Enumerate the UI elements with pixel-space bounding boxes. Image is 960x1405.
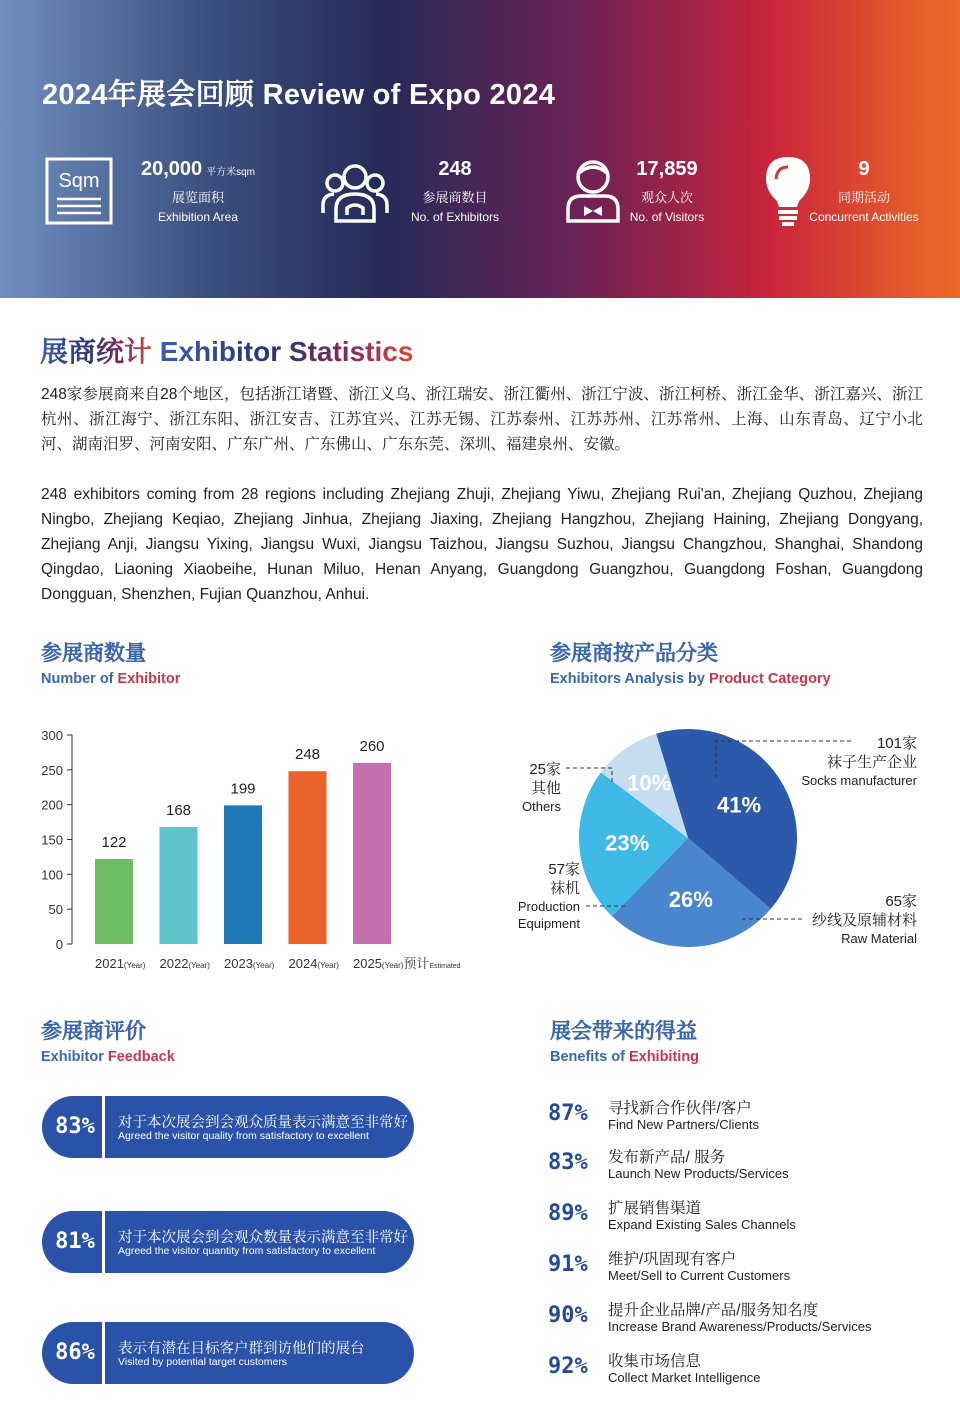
pill-divider <box>102 1211 105 1273</box>
pie-callout-count: 25家 <box>529 761 561 778</box>
stat-label-en: Exhibition Area <box>157 210 239 224</box>
bar-value-label: 199 <box>230 780 256 798</box>
header-banner <box>0 0 960 298</box>
bar <box>160 827 198 944</box>
bar <box>353 763 391 944</box>
x-tick-label: 2023(Year) <box>224 956 275 971</box>
exhibitors-group-icon <box>320 161 390 225</box>
pie-slice-label: 41% <box>717 792 762 818</box>
stat-text <box>627 158 707 224</box>
section-title-cn: 展商统计 <box>40 336 153 367</box>
sqm-icon <box>45 157 113 225</box>
feedback-title-en-a: Exhibitor <box>41 1049 108 1065</box>
y-tick-label: 100 <box>41 867 63 883</box>
feedback-title-en-b: Feedback <box>107 1049 175 1065</box>
feedback-percent: 83% <box>55 1114 95 1139</box>
x-tick-label: 2025(Year)预计Estimated <box>353 956 461 971</box>
pie-callout-en: Socks manufacturer <box>801 773 917 788</box>
bar-chart-title-cn: 参展商数量 <box>41 637 180 667</box>
bar-chart-heading <box>41 637 180 687</box>
pie-callout-en: Production Equipment <box>517 899 580 931</box>
stat-label-cn: 参展商数目 <box>422 190 488 205</box>
benefits-heading <box>550 1015 699 1065</box>
pie-callout-count: 101家 <box>876 735 917 752</box>
benefit-text-cn: 维护/巩固现有客户 <box>608 1251 737 1268</box>
pie-callout-cn: 纱线及原辅材料 <box>811 912 917 929</box>
feedback-pill <box>42 1096 414 1158</box>
benefit-text-cn: 扩展销售渠道 <box>608 1200 702 1217</box>
sqm-icon-text: Sqm <box>58 170 100 192</box>
benefit-text-en: Collect Market Intelligence <box>608 1370 761 1385</box>
pie-callout-count: 57家 <box>548 861 580 878</box>
pill-divider <box>102 1322 105 1384</box>
bar <box>224 805 262 944</box>
stat-value: 17,859 <box>636 158 698 180</box>
y-tick-label: 150 <box>41 832 63 848</box>
benefit-text-cn: 提升企业品牌/产品/服务知名度 <box>608 1302 819 1319</box>
pie-callout-count: 65家 <box>885 893 917 910</box>
benefit-text-cn: 发布新产品/ 服务 <box>608 1149 726 1166</box>
stat-text <box>809 158 919 224</box>
pie-chart-heading <box>550 637 831 687</box>
stat-label-cn: 同期活动 <box>837 190 890 205</box>
feedback-text-cn: 对于本次展会到会观众数量表示满意至非常好 <box>118 1230 408 1246</box>
y-tick-label: 300 <box>41 728 63 743</box>
feedback-text-en: Visited by potential target customers <box>118 1356 288 1368</box>
bar-value-label: 248 <box>294 746 321 764</box>
y-tick-label: 250 <box>41 762 63 778</box>
x-tick-label: 2024(Year) <box>288 956 339 971</box>
y-tick-label: 50 <box>48 902 63 918</box>
pie-slice-label: 10% <box>627 770 672 796</box>
benefit-text-en: Find New Partners/Clients <box>608 1117 759 1132</box>
pie-chart-title-en-a: Exhibitors Analysis by <box>550 671 710 687</box>
pie-chart <box>480 700 950 970</box>
benefits-title-cn: 展会带来的得益 <box>550 1015 699 1045</box>
bar-value-label: 168 <box>165 801 192 819</box>
feedback-heading <box>41 1015 175 1065</box>
feedback-pill <box>42 1322 414 1384</box>
visitor-icon <box>565 157 621 225</box>
pill-divider <box>102 1096 105 1158</box>
page-title: 2024年展会回顾 Review of Expo 2024 <box>42 79 556 111</box>
y-tick-label: 200 <box>41 797 63 813</box>
benefit-text-en: Launch New Products/Services <box>608 1166 789 1181</box>
stat-unit: 平方米sqm <box>206 167 256 178</box>
feedback-pill <box>42 1211 414 1273</box>
feedback-text-en: Agreed the visitor quantity from satisfactory to excellent <box>118 1245 376 1257</box>
pie-chart-title-cn: 参展商按产品分类 <box>550 637 831 667</box>
bar-chart-title-en-a: Number of <box>41 671 118 687</box>
stat-label-en: Concurrent Activities <box>809 210 919 224</box>
pie-callout-en: Raw Material <box>841 931 917 946</box>
benefit-percent: 92% <box>548 1354 588 1379</box>
feedback-percent: 81% <box>55 1229 95 1254</box>
bar-value-label: 260 <box>359 737 385 755</box>
stat-text <box>400 158 510 224</box>
section-title-en: Exhibitor Statistics <box>159 336 414 367</box>
benefit-text-en: Expand Existing Sales Channels <box>608 1217 796 1232</box>
benefit-percent: 91% <box>548 1252 588 1277</box>
pie-slice-label: 26% <box>668 886 713 912</box>
x-tick-label: 2021(Year) <box>95 956 146 971</box>
feedback-title-cn: 参展商评价 <box>41 1015 175 1045</box>
regions-paragraph-en: 248 exhibitors coming from 28 regions including Zhejiang Zhuji, Zhejiang Yiwu, Zhejiang Rui'an, Zhejiang Quzhou, Zhejiang Ningbo, Zhejiang Keqiao, Zhejiang Jinhua, Zhejiang Jiaxing, Zhejiang Hangzhou, Zhejiang Haining, Zhejiang Dongyang, Zhejiang Anji, Jiangsu Yixing, Jiangsu Wuxi, Jiangsu Taizhou, Jiangsu Suzhou, Jiangsu Changzhou, Shanghai, Shandong Qingdao, Liaoning Xiaobeihe, Hunan Miluo, Henan Anyang, Guangdong Guangzhou, Guangdong Foshan, Guangdong Dongguan, Shenzhen, Fujian Quanzhou, Anhui. <box>41 486 923 603</box>
stat-label-en: No. of Exhibitors <box>410 210 500 224</box>
benefit-percent: 89% <box>548 1201 588 1226</box>
stat-label-cn: 观众人次 <box>640 190 693 205</box>
feedback-percent: 86% <box>55 1340 95 1365</box>
stat-label-cn: 展览面积 <box>171 190 224 205</box>
benefit-text-en: Meet/Sell to Current Customers <box>608 1268 791 1283</box>
feedback-text-cn: 对于本次展会到会观众质量表示满意至非常好 <box>118 1115 408 1131</box>
bar-chart <box>0 700 480 990</box>
feedback-text-cn: 表示有潜在目标客户群到访他们的展台 <box>118 1341 365 1357</box>
bar-chart-title-en-b: Exhibitor <box>117 671 181 687</box>
pie-callout-en: Others <box>521 799 561 814</box>
stat-value: 20,000 <box>140 158 203 180</box>
x-tick-label: 2022(Year) <box>159 956 210 971</box>
bar <box>95 859 133 944</box>
stat-value: 248 <box>438 158 472 180</box>
pie-callout-cn: 其他 <box>530 780 561 797</box>
pie-chart-title-en-b: Product Category <box>709 671 831 687</box>
pie-callout-cn: 袜子生产企业 <box>826 754 917 771</box>
bar-value-label: 122 <box>101 834 127 852</box>
bar <box>289 771 327 944</box>
pie-callout-cn: 袜机 <box>549 880 580 897</box>
benefit-percent: 83% <box>548 1150 588 1175</box>
stat-text <box>133 158 263 224</box>
feedback-text-en: Agreed the visitor quality from satisfactory to excellent <box>118 1130 369 1142</box>
y-tick-label: 0 <box>55 937 63 952</box>
pie-slice-label: 23% <box>605 830 650 856</box>
section-title-exhibitor-statistics <box>40 330 413 370</box>
lightbulb-icon <box>763 155 813 227</box>
stat-value: 9 <box>858 158 870 180</box>
benefits-title-en-a: Benefits of <box>550 1049 629 1065</box>
benefit-text-cn: 寻找新合作伙伴/客户 <box>608 1100 752 1117</box>
benefits-title-en-b: Exhibiting <box>628 1049 700 1065</box>
regions-paragraph-cn: 248家参展商来自28个地区，包括浙江诸暨、浙江义乌、浙江瑞安、浙江衢州、浙江宁波、浙江柯桥、浙江金华、浙江嘉兴、浙江杭州、浙江海宁、浙江东阳、浙江安吉、江苏宜兴、江苏无锡、江苏泰州、江苏苏州、江苏常州、上海、山东青岛、辽宁小北河、湖南汨罗、河南安阳、广东广州、广东佛山、广东东莞、深圳、福建泉州、安徽。 <box>41 386 923 453</box>
benefit-percent: 87% <box>548 1101 588 1126</box>
benefit-text-en: Increase Brand Awareness/Products/Services <box>608 1319 872 1334</box>
benefit-text-cn: 收集市场信息 <box>608 1353 702 1370</box>
stat-label-en: No. of Visitors <box>629 210 705 224</box>
benefit-percent: 90% <box>548 1303 588 1328</box>
